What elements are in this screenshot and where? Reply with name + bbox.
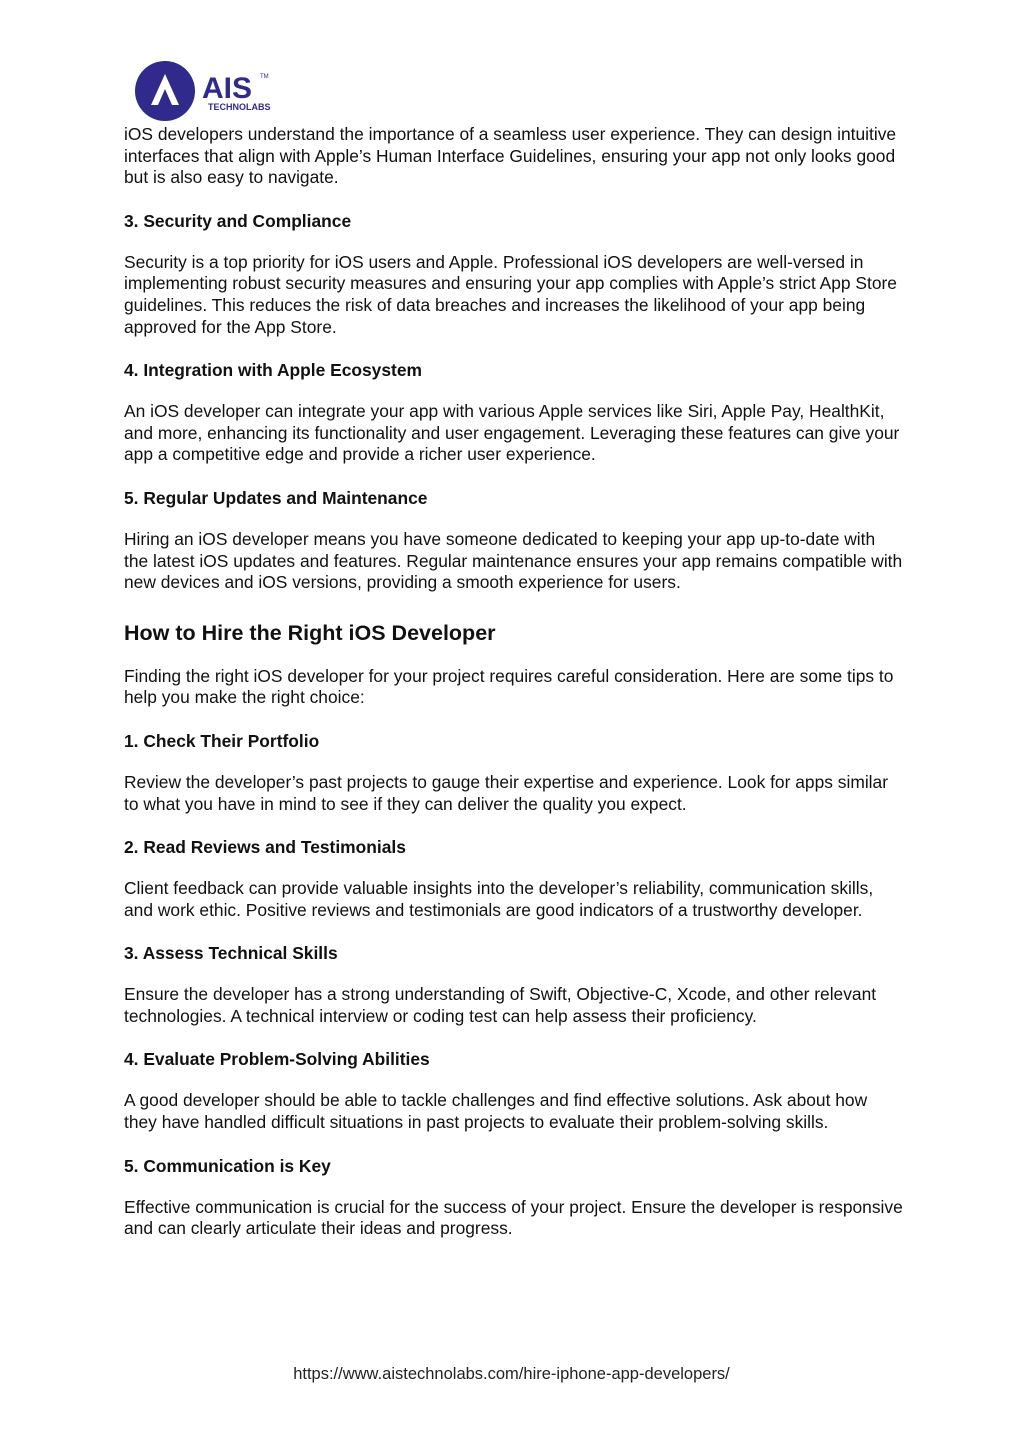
logo-circle-icon <box>135 61 195 121</box>
paragraph: Effective communication is crucial for the success of your project. Ensure the developer is responsive and can clearly articulate their ideas and progress. <box>124 1196 903 1239</box>
paragraph: Finding the right iOS developer for your project requires careful consideration. Here are some tips to help you make the right choice: <box>124 665 894 708</box>
paragraph: iOS developers understand the importance of a seamless user experience. They can design intuitive interfaces that align with Apple’s Human Interface Guidelines, ensuring your app not only looks good but is also easy to navigate. <box>124 124 897 188</box>
section-heading: 1. Check Their Portfolio <box>124 730 320 751</box>
logo-text: AIS <box>202 72 253 105</box>
section-heading: 5. Communication is Key <box>124 1155 331 1176</box>
paragraph: An iOS developer can integrate your app with various Apple services like Siri, Apple Pay, HealthKit, and more, enhancing its functionality and user engagement. Leveraging these features can give your app a competitive edge and provide a richer user experience. <box>124 401 900 465</box>
paragraph: A good developer should be able to tackle challenges and find effective solutions. Ask about how they have handled difficult situations in past projects to evaluate their problem-solving skills. <box>124 1090 868 1133</box>
paragraph: Review the developer’s past projects to gauge their expertise and experience. Look for apps similar to what you have in mind to see if they can deliver the quality you expect. <box>124 771 889 814</box>
footer-url[interactable]: https://www.aistechnolabs.com/hire-iphone-app-developers/ <box>293 1365 730 1383</box>
logo-trademark: TM <box>260 74 269 80</box>
main-heading: How to Hire the Right iOS Developer <box>124 620 496 645</box>
section-heading: 5. Regular Updates and Maintenance <box>124 487 428 508</box>
company-logo <box>134 60 284 122</box>
section-heading: 4. Evaluate Problem-Solving Abilities <box>124 1049 430 1070</box>
paragraph: Client feedback can provide valuable insights into the developer’s reliability, communication skills, and work ethic. Positive reviews and testimonials are good indicators of a trustworthy developer. <box>124 878 874 920</box>
document-body <box>124 124 904 1240</box>
section-heading: 2. Read Reviews and Testimonials <box>124 837 406 858</box>
section-heading: 4. Integration with Apple Ecosystem <box>124 360 422 381</box>
section-heading: 3. Assess Technical Skills <box>124 943 338 964</box>
section-heading: 3. Security and Compliance <box>124 210 352 231</box>
paragraph: Ensure the developer has a strong understanding of Swift, Objective-C, Xcode, and other relevant technologies. A technical interview or coding test can help assess their proficiency. <box>124 984 877 1026</box>
paragraph: Hiring an iOS developer means you have someone dedicated to keeping your app up-to-date with the latest iOS updates and features. Regular maintenance ensures your app remains compatible with new devices and iOS versions, providing a smooth experience for users. <box>124 528 903 593</box>
logo-subtext: TECHNOLABS <box>208 102 271 112</box>
paragraph: Security is a top priority for iOS users and Apple. Professional iOS developers are well-versed in implementing robust security measures and ensuring your app complies with Apple’s strict App Store guidelines. This reduces the risk of data breaches and increases the likelihood of your app being approved for the App Store. <box>124 251 897 337</box>
